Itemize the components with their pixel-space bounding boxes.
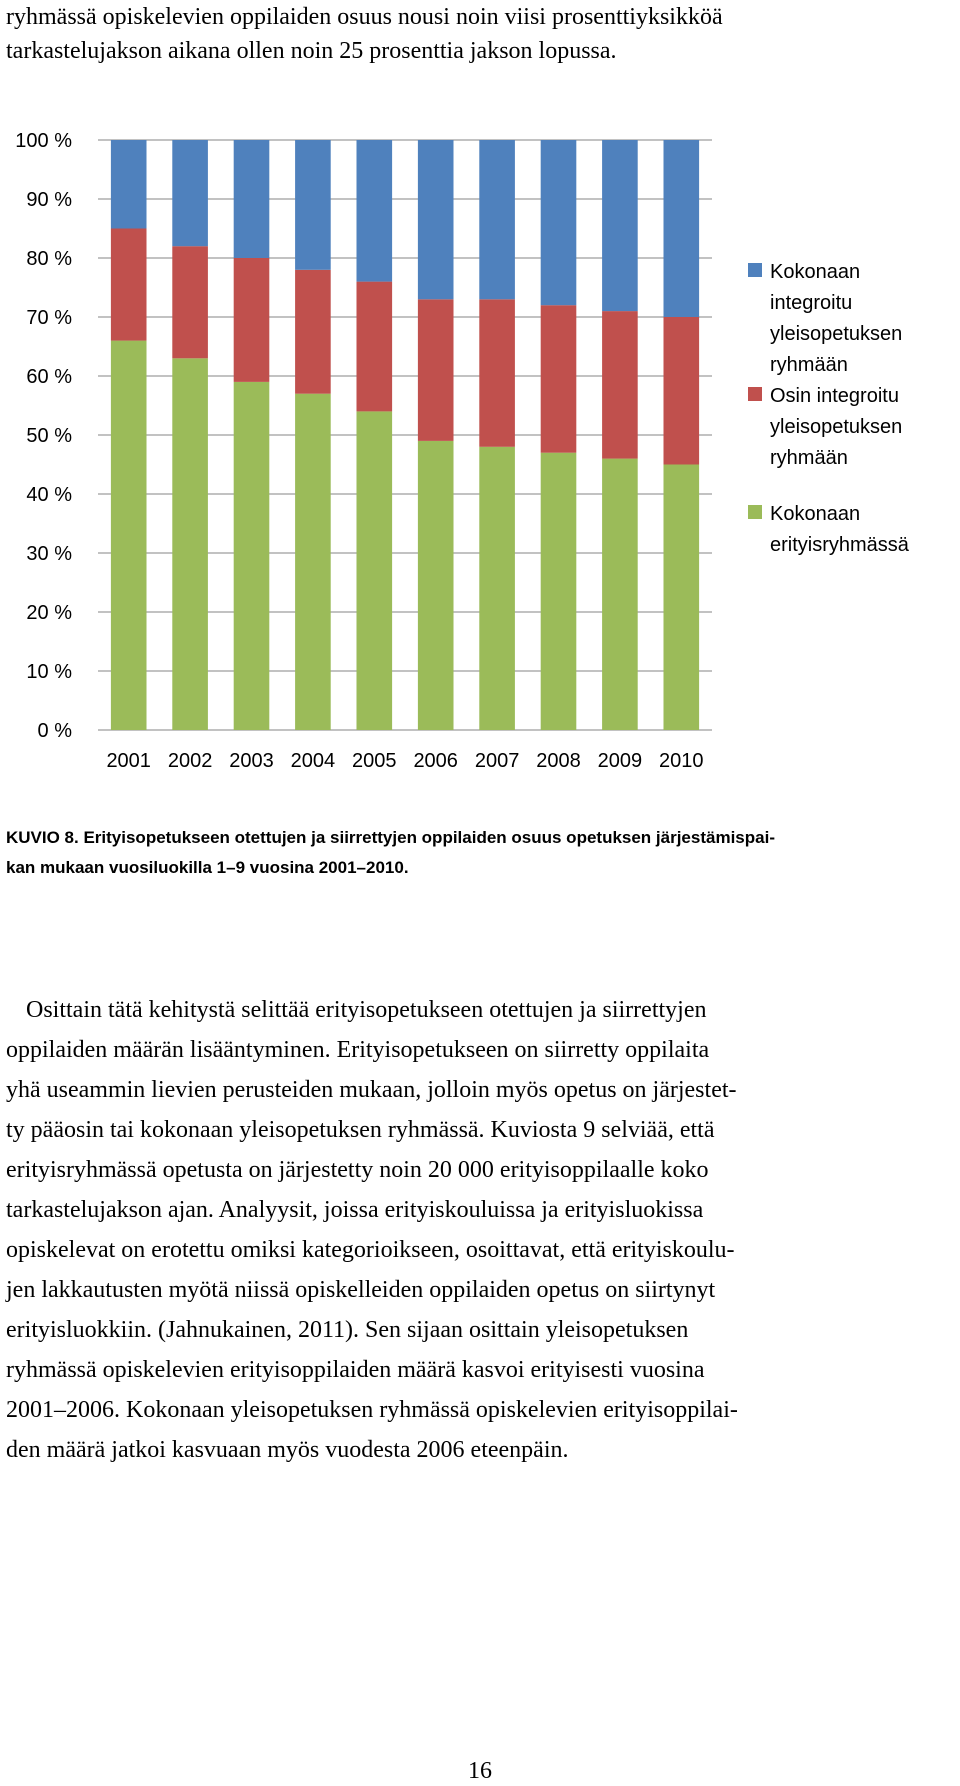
y-tick-label: 50 % — [26, 425, 72, 447]
body-line: den määrä jatkoi kasvuaan myös vuodesta 2006 eteenpäin. — [6, 1437, 569, 1463]
legend-label: Kokonaan — [770, 503, 861, 525]
y-tick-label: 100 % — [15, 130, 72, 152]
bar-segment — [295, 140, 331, 270]
bar-segment — [111, 229, 147, 341]
legend-label: yleisopetuksen — [770, 416, 903, 438]
bar-segment — [418, 140, 454, 299]
body-paragraph — [6, 990, 954, 1470]
y-tick-label: 90 % — [26, 189, 72, 211]
x-tick-label: 2001 — [106, 750, 151, 772]
x-tick-label: 2008 — [536, 750, 581, 772]
bar-segment — [541, 305, 577, 453]
x-tick-label: 2006 — [413, 750, 458, 772]
y-tick-label: 20 % — [26, 602, 72, 624]
bar-segment — [172, 246, 208, 358]
body-line: tarkastelujakson ajan. Analyysit, joissa erityiskouluissa ja erityisluokissa — [6, 1197, 704, 1223]
bar-segment — [111, 341, 147, 730]
bar-segment — [602, 140, 638, 311]
legend-label: Osin integroitu — [770, 385, 899, 407]
bar-segment — [663, 317, 699, 465]
intro-line: tarkastelujakson aikana ollen noin 25 prosenttia jakson lopussa. — [6, 38, 617, 64]
legend-swatch — [748, 263, 762, 277]
bar-segment — [479, 140, 515, 299]
bar-segment — [479, 299, 515, 447]
bar-segment — [602, 311, 638, 459]
bar-segment — [418, 299, 454, 441]
legend-swatch — [748, 505, 762, 519]
body-line: 2001–2006. Kokonaan yleisopetuksen ryhmässä opiskelevien erityisoppilai- — [6, 1397, 738, 1423]
bar-segment — [172, 140, 208, 246]
legend-label: ryhmään — [770, 447, 848, 469]
bar-segment — [418, 441, 454, 730]
body-line: yhä useammin lievien perusteiden mukaan, jolloin myös opetus on järjestet- — [6, 1077, 737, 1103]
bar-segment — [602, 459, 638, 730]
caption-line: KUVIO 8. Erityisopetukseen otettujen ja siirrettyjen oppilaiden osuus opetuksen järjestämispai- — [6, 828, 775, 847]
bar-segment — [172, 358, 208, 730]
figure-caption — [6, 823, 956, 883]
body-line: oppilaiden määrän lisääntyminen. Erityisopetukseen on siirretty oppilaita — [6, 1037, 710, 1063]
bar-segment — [234, 140, 270, 258]
body-line: ryhmässä opiskelevien erityisoppilaiden määrä kasvoi erityisesti vuosina — [6, 1357, 705, 1383]
stacked-bar-chart — [0, 100, 960, 800]
bar-segment — [479, 447, 515, 730]
bar-segment — [541, 140, 577, 305]
bar-segment — [234, 258, 270, 382]
x-tick-label: 2005 — [352, 750, 397, 772]
legend-label: ryhmään — [770, 354, 848, 376]
body-line: erityisryhmässä opetusta on järjestetty noin 20 000 erityisoppilaalle koko — [6, 1157, 709, 1183]
body-line: erityisluokkiin. (Jahnukainen, 2011). Sen sijaan osittain yleisopetuksen — [6, 1317, 689, 1343]
x-tick-label: 2009 — [597, 750, 643, 772]
x-tick-label: 2010 — [659, 750, 704, 772]
bar-segment — [356, 140, 392, 282]
caption-line: kan mukaan vuosiluokilla 1–9 vuosina 2001–2010. — [6, 858, 409, 877]
body-line: jen lakkautusten myötä niissä opiskelleiden oppilaiden opetus on siirtynyt — [6, 1277, 716, 1303]
bar-segment — [541, 453, 577, 730]
x-tick-label: 2002 — [167, 750, 213, 772]
bar-segment — [234, 382, 270, 730]
legend-label: Kokonaan — [770, 261, 861, 283]
body-line: opiskelevat on erotettu omiksi kategorioikseen, osoittavat, että erityiskoulu- — [6, 1237, 735, 1263]
x-tick-label: 2007 — [474, 750, 520, 772]
y-tick-label: 70 % — [26, 307, 72, 329]
bar-segment — [295, 394, 331, 730]
bar-segment — [663, 140, 699, 317]
intro-line: ryhmässä opiskelevien oppilaiden osuus nousi noin viisi prosenttiyksikköä — [6, 4, 723, 30]
legend-label: yleisopetuksen — [770, 323, 903, 345]
x-tick-label: 2004 — [290, 750, 336, 772]
legend-label: erityisryhmässä — [770, 534, 909, 556]
body-line: ty pääosin tai kokonaan yleisopetuksen ryhmässä. Kuviosta 9 selviää, että — [6, 1117, 715, 1143]
page-number: 16 — [468, 1758, 492, 1784]
bar-segment — [111, 140, 147, 229]
bar-segment — [356, 282, 392, 412]
y-tick-label: 40 % — [26, 484, 72, 506]
bar-segment — [663, 465, 699, 731]
y-tick-label: 60 % — [26, 366, 72, 388]
y-tick-label: 80 % — [26, 248, 72, 270]
legend-label: integroitu — [770, 292, 853, 314]
bar-segment — [356, 411, 392, 730]
y-tick-label: 30 % — [26, 543, 72, 565]
intro-paragraph — [6, 0, 951, 68]
bar-segment — [295, 270, 331, 394]
y-tick-label: 10 % — [26, 661, 72, 683]
y-tick-label: 0 % — [37, 720, 72, 742]
x-tick-label: 2003 — [229, 750, 274, 772]
legend-swatch — [748, 387, 762, 401]
body-line: Osittain tätä kehitystä selittää erityisopetukseen otettujen ja siirrettyjen — [26, 997, 707, 1023]
